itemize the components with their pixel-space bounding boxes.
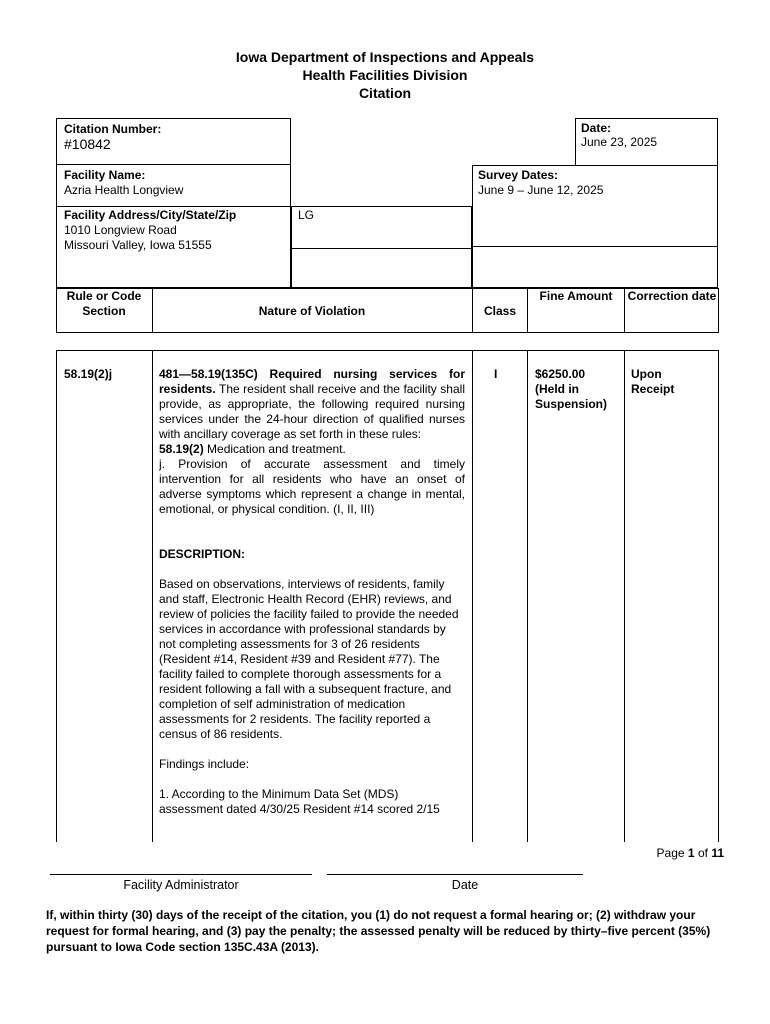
fine-amount: $6250.00 xyxy=(535,367,586,381)
address-line-2: Missouri Valley, Iowa 51555 xyxy=(64,238,212,252)
facility-name-label: Facility Name: xyxy=(64,168,146,182)
page-current: 1 xyxy=(687,846,695,860)
correction-date: Upon Receipt xyxy=(631,367,675,396)
citation-number-value: #10842 xyxy=(64,136,111,152)
findings-label: Findings include: xyxy=(159,757,250,771)
page-total: 11 xyxy=(711,846,724,860)
col-nature-header: Nature of Violation xyxy=(258,304,366,318)
date-label: Date: xyxy=(581,121,612,135)
page-prefix: Page xyxy=(656,846,685,860)
col-class-header: Class xyxy=(483,304,517,318)
item-j: j. Provision of accurate assessment and timely intervention for all residents who have an onset of adverse symptoms which represent a change in mental, emotional, or physical condition. (I, II, III) xyxy=(159,457,465,516)
description-text: Based on observations, interviews of residents, family and staff, Electronic Health Record (EHR) reviews, and review of policies the facility failed to provide the needed services in accordance with professional standards by not completing assessments for 3 of 26 residents (Resident #14, Resident #39 and Resident #77). The facility failed to complete thorough assessments for a resident following a fall with a subsequent fracture, and completion of self administration of medication assessments for 2 residents. The facility reported a census of 86 residents. xyxy=(159,577,459,741)
col-correction-header: Correction date xyxy=(627,289,717,303)
division-title: Health Facilities Division xyxy=(302,67,468,83)
violation-class: I xyxy=(494,367,498,381)
admin-label: Facility Administrator xyxy=(123,878,239,892)
sub-rule: 58.19(2) xyxy=(159,442,204,456)
penalty-note: If, within thirty (30) days of the receipt of the citation, you (1) do not request a formal hearing or; (2) withdraw your request for formal hearing, and (3) pay the penalty; the assessed penalty will be reduced by thirty–five percent (35%) pursuant to Iowa Code section 135C.43A (2013). xyxy=(46,908,711,954)
violation-text xyxy=(159,367,465,839)
survey-dates-label: Survey Dates: xyxy=(478,168,559,182)
address-label: Facility Address/City/State/Zip xyxy=(64,208,237,222)
admin-signature-line xyxy=(50,874,312,875)
description-label: DESCRIPTION: xyxy=(159,547,246,561)
finding-1: 1. According to the Minimum Data Set (MDS) assessment dated 4/30/25 Resident #14 scored 2/15 xyxy=(159,787,440,816)
lg-code: LG xyxy=(298,208,315,222)
facility-name-value: Azria Health Longview xyxy=(64,183,184,197)
rule-text: The resident shall receive and the facility shall provide, as appropriate, the following required nursing services under the 24-hour direction of qualified nurses with ancillary coverage as set forth in these rules: xyxy=(159,382,465,441)
citation-number-label: Citation Number: xyxy=(64,122,162,136)
rule-section: 58.19(2)j xyxy=(64,367,113,381)
agency-title: Iowa Department of Inspections and Appeals xyxy=(235,49,535,65)
page-number xyxy=(600,846,724,861)
fine-note: (Held in Suspension) xyxy=(535,382,608,411)
survey-dates-value: June 9 – June 12, 2025 xyxy=(478,183,604,197)
date-signature-line xyxy=(327,874,583,875)
sub-rule-text: Medication and treatment. xyxy=(203,442,346,456)
document-title: Citation xyxy=(358,85,412,101)
rule-title: 481—58.19(135C) Required nursing services for residents. xyxy=(159,367,465,396)
col-rule-header: Rule or Code Section xyxy=(66,289,142,318)
lg-block xyxy=(291,206,472,288)
address-line-1: 1010 Longview Road xyxy=(64,223,177,237)
date-label-signature: Date xyxy=(451,878,479,892)
page-of: of xyxy=(697,846,708,860)
date-value: June 23, 2025 xyxy=(581,135,658,149)
col-fine-header: Fine Amount xyxy=(539,289,613,303)
